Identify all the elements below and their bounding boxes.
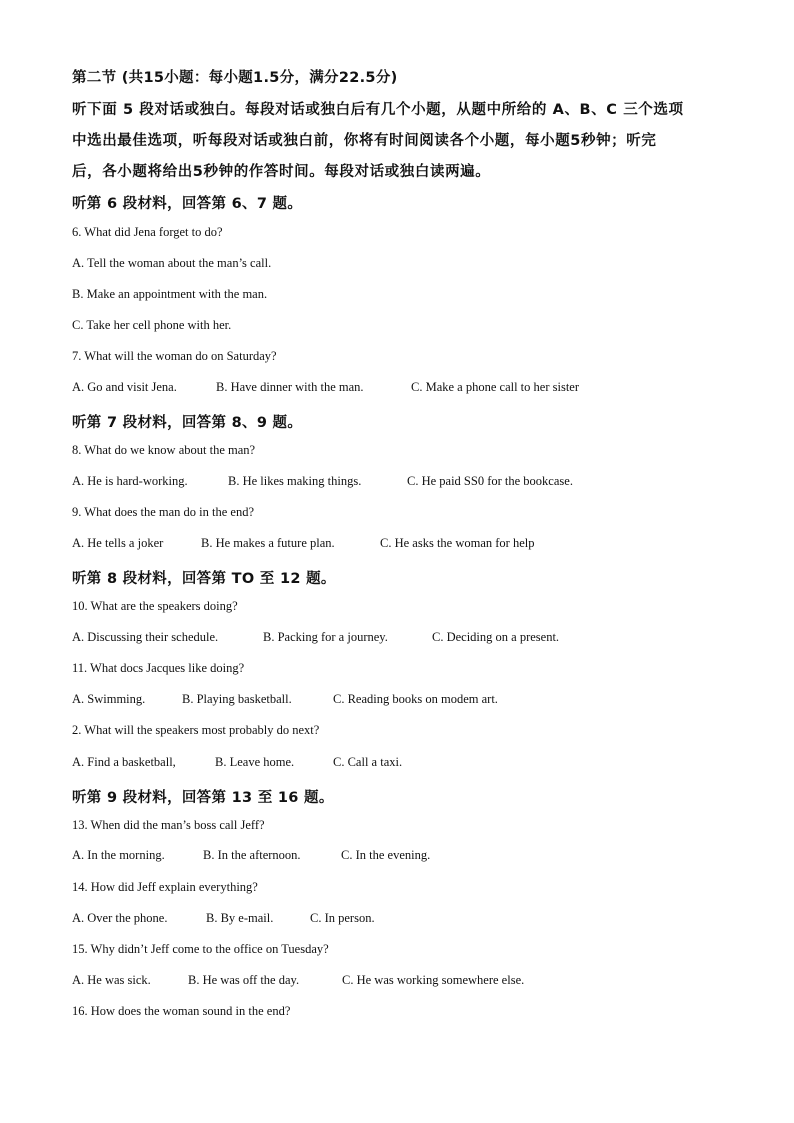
section-title: 第二节 (共15小题：每小题1.5分，满分22.5分): [72, 70, 398, 86]
question-11-option-a: A. Swimming.: [72, 692, 146, 706]
question-10-option-a: A. Discussing their schedule.: [72, 630, 219, 644]
question-7-option-c: C. Make a phone call to her sister: [411, 380, 580, 394]
question-12-option-c: C. Call a taxi.: [333, 755, 403, 769]
question-11-option-c: C. Reading books on modem art.: [333, 692, 498, 706]
question-15: 15. Why didn’t Jeff come to the office on Tuesday?: [72, 942, 329, 956]
group-7-heading: 听第 7 段材料，回答第 8、9 题。: [72, 415, 303, 431]
question-10-option-c: C. Deciding on a present.: [432, 630, 560, 644]
question-10: 10. What are the speakers doing?: [72, 599, 238, 613]
section-intro-line-3: 后，各小题将给出5秒钟的作答时间。每段对话或独白读两遍。: [72, 164, 491, 180]
question-6-option-b: B. Make an appointment with the man.: [72, 287, 268, 301]
section-intro-line-1: 听下面 5 段对话或独白。每段对话或独白后有几个小题，从题中所给的 A、B、C 三个选项: [72, 102, 684, 118]
question-14-option-c: C. In person.: [310, 911, 375, 925]
question-7-option-b: B. Have dinner with the man.: [216, 380, 364, 394]
question-6-option-c: C. Take her cell phone with her.: [72, 318, 232, 332]
question-10-option-b: B. Packing for a journey.: [263, 630, 388, 644]
question-7-option-a: A. Go and visit Jena.: [72, 380, 177, 394]
question-6-option-a: A. Tell the woman about the man’s call.: [72, 256, 272, 270]
question-11-option-b: B. Playing basketball.: [182, 692, 292, 706]
question-11-options: [72, 692, 498, 707]
question-14-option-a: A. Over the phone.: [72, 911, 168, 925]
group-8-heading: 听第 8 段材料，回答第 TO 至 12 题。: [72, 571, 336, 587]
question-13-option-a: A. In the morning.: [72, 848, 165, 862]
question-12: 2. What will the speakers most probably do next?: [72, 723, 320, 737]
question-8-options: [72, 474, 573, 489]
question-13: 13. When did the man’s boss call Jeff?: [72, 818, 265, 832]
question-12-options: [72, 755, 402, 770]
question-13-option-c: C. In the evening.: [341, 848, 431, 862]
group-6-heading: 听第 6 段材料，回答第 6、7 题。: [72, 196, 303, 212]
question-15-option-a: A. He was sick.: [72, 973, 151, 987]
question-7: 7. What will the woman do on Saturday?: [72, 349, 277, 363]
question-10-options: [72, 630, 559, 645]
question-14-option-b: B. By e-mail.: [206, 911, 274, 925]
question-8-option-c: C. He paid SS0 for the bookcase.: [407, 474, 573, 488]
question-6: 6. What did Jena forget to do?: [72, 225, 223, 239]
question-9-option-a: A. He tells a joker: [72, 536, 164, 550]
question-12-option-a: A. Find a basketball,: [72, 755, 176, 769]
question-9: 9. What does the man do in the end?: [72, 505, 255, 519]
question-15-option-b: B. He was off the day.: [188, 973, 300, 987]
question-15-options: [72, 973, 524, 988]
question-8: 8. What do we know about the man?: [72, 443, 256, 457]
question-16: 16. How does the woman sound in the end?: [72, 1004, 291, 1018]
question-12-option-b: B. Leave home.: [215, 755, 295, 769]
question-14-options: [72, 911, 375, 926]
question-14: 14. How did Jeff explain everything?: [72, 880, 258, 894]
question-13-options: [72, 848, 430, 863]
question-8-option-b: B. He likes making things.: [228, 474, 362, 488]
group-9-heading: 听第 9 段材料，回答第 13 至 16 题。: [72, 790, 334, 806]
question-13-option-b: B. In the afternoon.: [203, 848, 301, 862]
section-intro-line-2: 中选出最佳选项，听每段对话或独白前，你将有时间阅读各个小题，每小题5秒钟；听完: [72, 133, 657, 149]
question-11: 11. What docs Jacques like doing?: [72, 661, 245, 675]
question-9-options: [72, 536, 534, 551]
question-7-options: [72, 380, 579, 395]
question-8-option-a: A. He is hard-working.: [72, 474, 188, 488]
question-9-option-b: B. He makes a future plan.: [201, 536, 335, 550]
question-9-option-c: C. He asks the woman for help: [380, 536, 535, 550]
question-15-option-c: C. He was working somewhere else.: [342, 973, 525, 987]
